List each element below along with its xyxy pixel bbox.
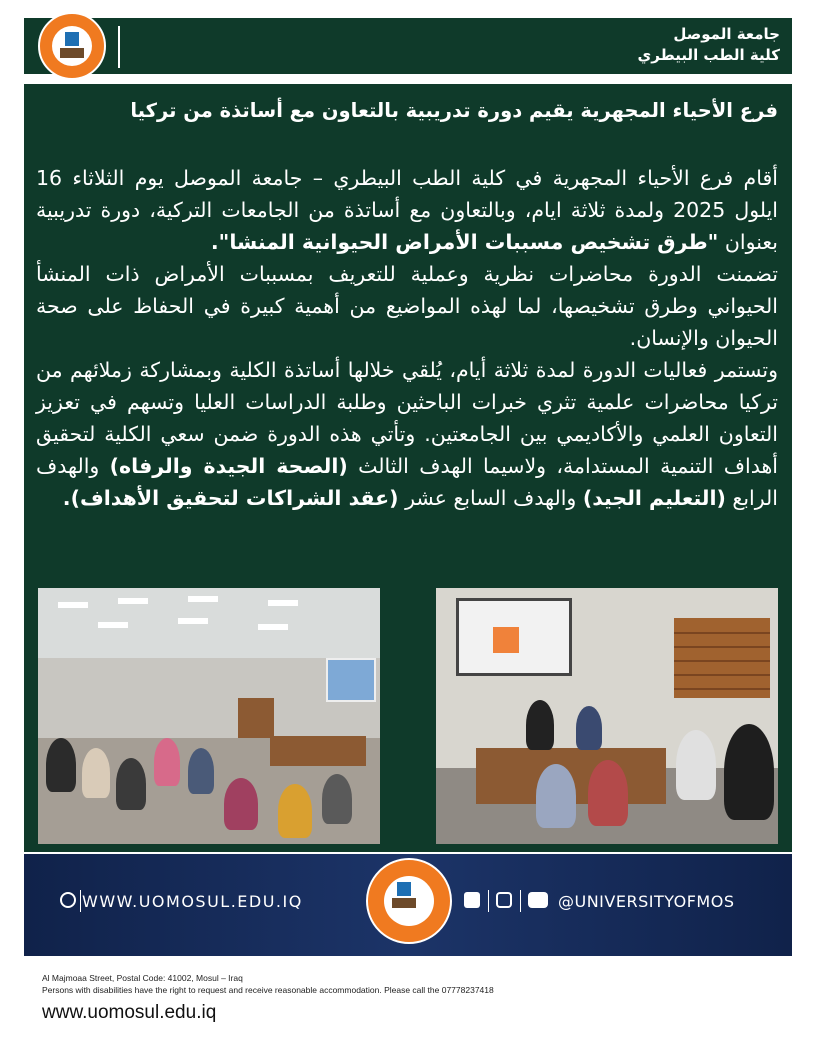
goal-4: (التعليم الجيد) — [582, 486, 726, 510]
social-handle[interactable]: @UNIVERSITYOFMOS — [558, 892, 735, 911]
paragraph-2: تضمنت الدورة محاضرات نظرية وعملية للتعريف بمسببات الأمراض ذات المنشأ الحيواني وطرق تشخيصها، لما لهذه المواضيع من أهمية كبيرة في الحفاظ على صحة الحيوان والإنسان. — [36, 262, 778, 350]
accessibility-note: Persons with disabilities have the right to request and receive reasonable accommodation. Please call the 07778237418 — [42, 985, 494, 995]
facebook-icon[interactable] — [464, 892, 480, 908]
footer-university-logo — [366, 858, 452, 944]
instagram-icon[interactable] — [496, 892, 512, 908]
paragraph-3-text: وتستمر فعاليات الدورة لمدة ثلاثة أيام، يُلقي خلالها أساتذة الكلية وبمشاركة زملائهم من تركيا محاضرات علمية تثري خبرات الباحثين وطلبة الدراسات العليا وتسهم في تعزيز التعاون العلمي والأكاديمي بين الجامعتين. وتأتي هذه الدورة ضمن سعي الكلية لتحقيق أهداف التنمية المستدامة، ولاسيما الهدف الثالث — [36, 358, 778, 478]
college-name: كلية الطب البيطري — [637, 46, 780, 64]
university-name: جامعة الموصل — [673, 25, 780, 43]
footer-website[interactable]: WWW.UOMOSUL.EDU.IQ — [82, 892, 303, 911]
lecture-hall-photo — [38, 588, 380, 844]
goal-17: (عقد الشراكات لتحقيق الأهداف). — [62, 486, 399, 510]
paragraph-3 — [36, 354, 778, 514]
social-separator — [488, 890, 489, 912]
footer-banner — [24, 854, 792, 956]
course-title: "طرق تشخيص مسببات الأمراض الحيوانية المنشا". — [210, 230, 719, 254]
paragraph-3-text-2: والهدف الرابع — [36, 454, 778, 510]
goal-3: (الصحة الجيدة والرفاه) — [109, 454, 348, 478]
header-org — [638, 24, 781, 66]
address: Al Majmoaa Street, Postal Code: 41002, Mosul – Iraq — [42, 973, 243, 983]
header-divider — [118, 26, 120, 68]
footer-separator — [80, 890, 81, 912]
globe-icon — [60, 892, 76, 908]
site-link[interactable]: www.uomosul.edu.iq — [42, 1002, 217, 1023]
presentation-photo — [436, 588, 778, 844]
social-separator — [520, 890, 521, 912]
paragraph-3-text-3: والهدف السابع عشر — [398, 486, 583, 510]
contact-info — [42, 972, 494, 996]
paragraph-1-text: أقام فرع الأحياء المجهرية في كلية الطب البيطري – جامعة الموصل يوم الثلاثاء 16 ايلول 2025 ولمدة ثلاثة ايام، وبالتعاون مع أساتذة من الجامعات التركية، دورة تدريبية بعنوان — [36, 166, 778, 254]
youtube-icon[interactable] — [528, 892, 548, 908]
article-title: فرع الأحياء المجهرية يقيم دورة تدريبية بالتعاون مع أساتذة من تركيا — [130, 99, 778, 122]
header-banner — [24, 18, 792, 74]
article-panel — [24, 84, 792, 852]
university-logo — [38, 12, 106, 80]
article-body — [36, 162, 778, 514]
paragraph-1 — [36, 162, 778, 258]
